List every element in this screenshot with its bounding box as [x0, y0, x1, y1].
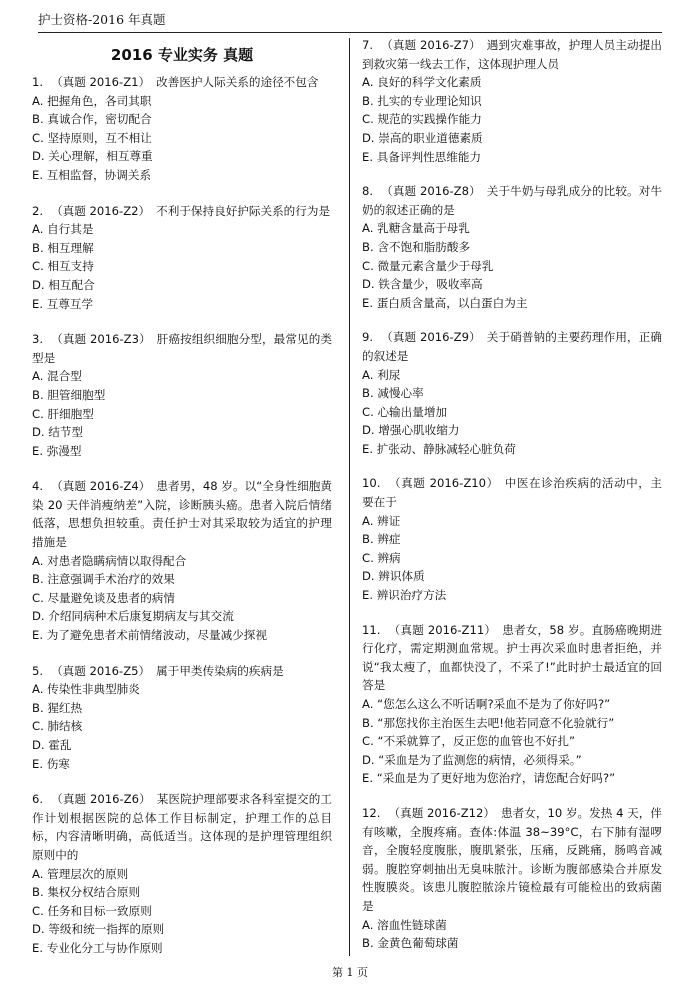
- question-stem: [32, 73, 332, 92]
- left-column: [32, 36, 332, 975]
- question-source-label: （真题 2016-Z1）: [51, 75, 151, 89]
- answer-option: E. 为了避免患者术前情绪波动，尽量减少探视: [32, 628, 267, 643]
- question-stem: [32, 790, 332, 864]
- answer-option: C. 辨病: [362, 550, 401, 565]
- answer-option: B. 含不饱和脂肪酸多: [362, 239, 471, 254]
- question-stem: [362, 182, 662, 219]
- question-text: 肝癌按组织细胞分型，最常见的类型是: [32, 332, 332, 365]
- question-item: [32, 202, 332, 314]
- answer-option: D. 相互配合: [32, 277, 95, 292]
- question-item: [362, 621, 662, 788]
- question-number: 8.: [362, 184, 374, 199]
- column-divider: [349, 38, 350, 956]
- answer-option: D. 铁含量少，吸收率高: [362, 277, 483, 292]
- answer-option: D. 崇高的职业道德素质: [362, 130, 483, 145]
- question-source-label: （真题 2016-Z4）: [51, 479, 151, 494]
- page-footer: 第 1 页: [332, 966, 368, 979]
- answer-option: A. 自行其是: [32, 222, 94, 237]
- question-text: 属于甲类传染病的疾病是: [156, 663, 284, 678]
- answer-option: C. 任务和目标一致原则: [32, 903, 152, 918]
- question-source-label: （真题 2016-Z2）: [51, 203, 151, 218]
- question-number: 6.: [32, 792, 44, 807]
- answer-option: E. 互相监督，协调关系: [32, 167, 152, 182]
- answer-option: A. 辨证: [362, 513, 401, 528]
- answer-option: B. 猩红热: [32, 700, 83, 715]
- question-item: [32, 73, 332, 185]
- answer-option: A. 乳糖含量高于母乳: [362, 221, 470, 236]
- answer-option: E. 辨识治疗方法: [362, 588, 447, 603]
- running-header: 护士资格-2016 年真题: [38, 12, 166, 27]
- question-number: 11.: [362, 622, 381, 637]
- question-source-label: （真题 2016-Z12）: [388, 805, 496, 820]
- question-number: 10.: [362, 476, 381, 491]
- right-question-list: [362, 36, 662, 953]
- question-source-label: （真题 2016-Z9）: [381, 330, 481, 345]
- question-text: 关于硝普钠的主要药理作用，正确的叙述是: [362, 330, 662, 363]
- document-title: 2016 专业实务 真题: [110, 46, 254, 64]
- answer-option: B. 胆管细胞型: [32, 387, 106, 402]
- answer-option: D. 结节型: [32, 425, 84, 440]
- question-item: [362, 474, 662, 604]
- header-rule: [38, 32, 662, 33]
- question-stem: [362, 328, 662, 365]
- question-item: [362, 328, 662, 458]
- question-source-label: （真题 2016-Z5）: [51, 663, 151, 678]
- question-stem: [362, 804, 662, 916]
- question-number: 9.: [362, 330, 374, 345]
- question-stem: [362, 36, 662, 73]
- answer-option: D. 等级和统一指挥的原则: [32, 922, 165, 937]
- answer-option: B. 减慢心率: [362, 386, 424, 401]
- question-stem: [362, 474, 662, 511]
- answer-option: D. 介绍同病种术后康复期病友与其交流: [32, 609, 234, 624]
- answer-option: C. 微量元素含量少于母乳: [362, 258, 494, 273]
- left-question-list: [32, 73, 332, 958]
- answer-option: C. 规范的实践操作能力: [362, 112, 482, 127]
- answer-option: D. 关心理解，相互尊重: [32, 149, 153, 164]
- question-source-label: （真题 2016-Z3）: [51, 332, 151, 347]
- question-number: 1.: [32, 75, 44, 89]
- answer-option: B. 真诚合作，密切配合: [32, 112, 152, 127]
- answer-option: E. 伤寒: [32, 756, 70, 771]
- right-column: [362, 36, 662, 969]
- question-text: 不利于保持良好护际关系的行为是: [156, 203, 331, 218]
- answer-option: E. “采血是为了更好地为您治疗，请您配合好吗?”: [362, 771, 616, 786]
- answer-option: E. 专业化分工与协作原则: [32, 940, 163, 955]
- question-number: 5.: [32, 663, 44, 678]
- question-item: [32, 790, 332, 957]
- question-item: [362, 36, 662, 166]
- question-number: 3.: [32, 332, 44, 347]
- question-text: 患者女，58 岁。直肠癌晚期进行化疗，需定期测血常规。护士再次采血时患者拒绝，并说“我太瘦了，血都快没了，不采了!”此时护士最适宜的回答是: [362, 622, 662, 693]
- question-source-label: （真题 2016-Z7）: [381, 38, 481, 52]
- answer-option: B. 辨症: [362, 532, 401, 547]
- answer-option: B. 集权分权结合原则: [32, 885, 141, 900]
- question-stem: [32, 662, 332, 681]
- question-text: 患者男，48 岁。以“全身性细胞黄染 20 天伴消瘦纳差”入院，诊断胰头癌。患者入院后情绪低落，思想负担较重。责任护士对其采取较为适宜的护理措施是: [32, 479, 332, 550]
- answer-option: A. 混合型: [32, 369, 82, 384]
- question-item: [362, 182, 662, 312]
- answer-option: A. 对患者隐瞒病情以取得配合: [32, 553, 187, 568]
- answer-option: B. 金黄色葡萄球菌: [362, 936, 459, 951]
- question-stem: [32, 477, 332, 551]
- question-stem: [32, 202, 332, 221]
- answer-option: A. 把握角色，各司其职: [32, 93, 152, 108]
- answer-option: A. “您怎么这么不听话啊?采血不是为了你好吗?”: [362, 697, 611, 711]
- question-number: 2.: [32, 203, 44, 218]
- answer-option: C. 心输出量增加: [362, 404, 448, 419]
- answer-option: B. 注意强调手术治疗的效果: [32, 572, 175, 587]
- answer-option: C. 坚持原则，互不相让: [32, 130, 152, 145]
- answer-option: C. 肝细胞型: [32, 406, 94, 421]
- answer-option: E. 弥漫型: [32, 443, 82, 458]
- answer-option: C. 尽量避免谈及患者的病情: [32, 590, 175, 605]
- question-text: 关于牛奶与母乳成分的比较。对牛奶的叙述正确的是: [362, 184, 662, 217]
- question-source-label: （真题 2016-Z8）: [381, 184, 481, 199]
- answer-option: D. 增强心肌收缩力: [362, 423, 460, 438]
- answer-option: C. 肺结核: [32, 719, 83, 734]
- answer-option: E. 具备评判性思维能力: [362, 149, 482, 164]
- answer-option: A. 利尿: [362, 367, 401, 382]
- answer-option: B. “那您找你主治医生去吧!他若同意不化验就行”: [362, 715, 615, 730]
- answer-option: D. 霍乱: [32, 738, 72, 752]
- question-text: 某医院护理部要求各科室提交的工作计划根据医院的总体工作目标制定，护理工作的总目标，内容清晰明确，高低适当。这体现的是护理管理组织原则中的: [32, 792, 332, 862]
- question-item: [32, 330, 332, 460]
- question-text: 患者女，10 岁。发热 4 天，伴有咳嗽，全腹疼痛。查体:体温 38~39°C，右下肺有湿啰音，全腹轻度腹胀，腹肌紧张，压痛，反跳痛，肠鸣音减弱。腹腔穿刺抽出无臭味脓汁。诊断为腹部感染合并原发性腹膜炎。该患儿腹腔脓涂片镜检最有可能检出的致病菌是: [362, 805, 662, 913]
- question-item: [32, 477, 332, 644]
- answer-option: C. 相互支持: [32, 259, 94, 274]
- question-text: 遇到灾难事故，护理人员主动提出到救灾第一线去工作，这体现护理人员: [362, 38, 662, 71]
- answer-option: B. 相互理解: [32, 240, 94, 255]
- answer-option: E. 蛋白质含量高，以白蛋白为主: [362, 295, 528, 310]
- question-number: 4.: [32, 479, 44, 494]
- question-source-label: （真题 2016-Z6）: [51, 792, 151, 807]
- question-item: [362, 804, 662, 953]
- question-source-label: （真题 2016-Z11）: [388, 622, 497, 637]
- answer-option: D. “采血是为了监测您的病情，必须得采。”: [362, 752, 582, 767]
- answer-option: E. 互尊互学: [32, 296, 94, 311]
- question-number: 7.: [362, 38, 374, 52]
- answer-option: B. 扎实的专业理论知识: [362, 93, 482, 108]
- question-stem: [362, 621, 662, 695]
- question-text: 中医在诊治疾病的活动中，主要在于: [362, 476, 662, 510]
- answer-option: D. 辨识体质: [362, 569, 425, 584]
- answer-option: A. 传染性非典型肺炎: [32, 682, 140, 697]
- question-source-label: （真题 2016-Z10）: [388, 476, 499, 491]
- answer-option: A. 管理层次的原则: [32, 866, 129, 881]
- question-number: 12.: [362, 805, 381, 820]
- answer-option: A. 溶血性链球菌: [362, 917, 447, 932]
- question-stem: [32, 330, 332, 367]
- answer-option: E. 扩张动、静脉减轻心脏负荷: [362, 441, 516, 456]
- answer-option: C. “不采就算了，反正您的血管也不好扎”: [362, 734, 575, 749]
- answer-option: A. 良好的科学文化素质: [362, 75, 482, 90]
- question-item: [32, 662, 332, 774]
- question-text: 改善医护人际关系的途径不包含: [156, 75, 319, 89]
